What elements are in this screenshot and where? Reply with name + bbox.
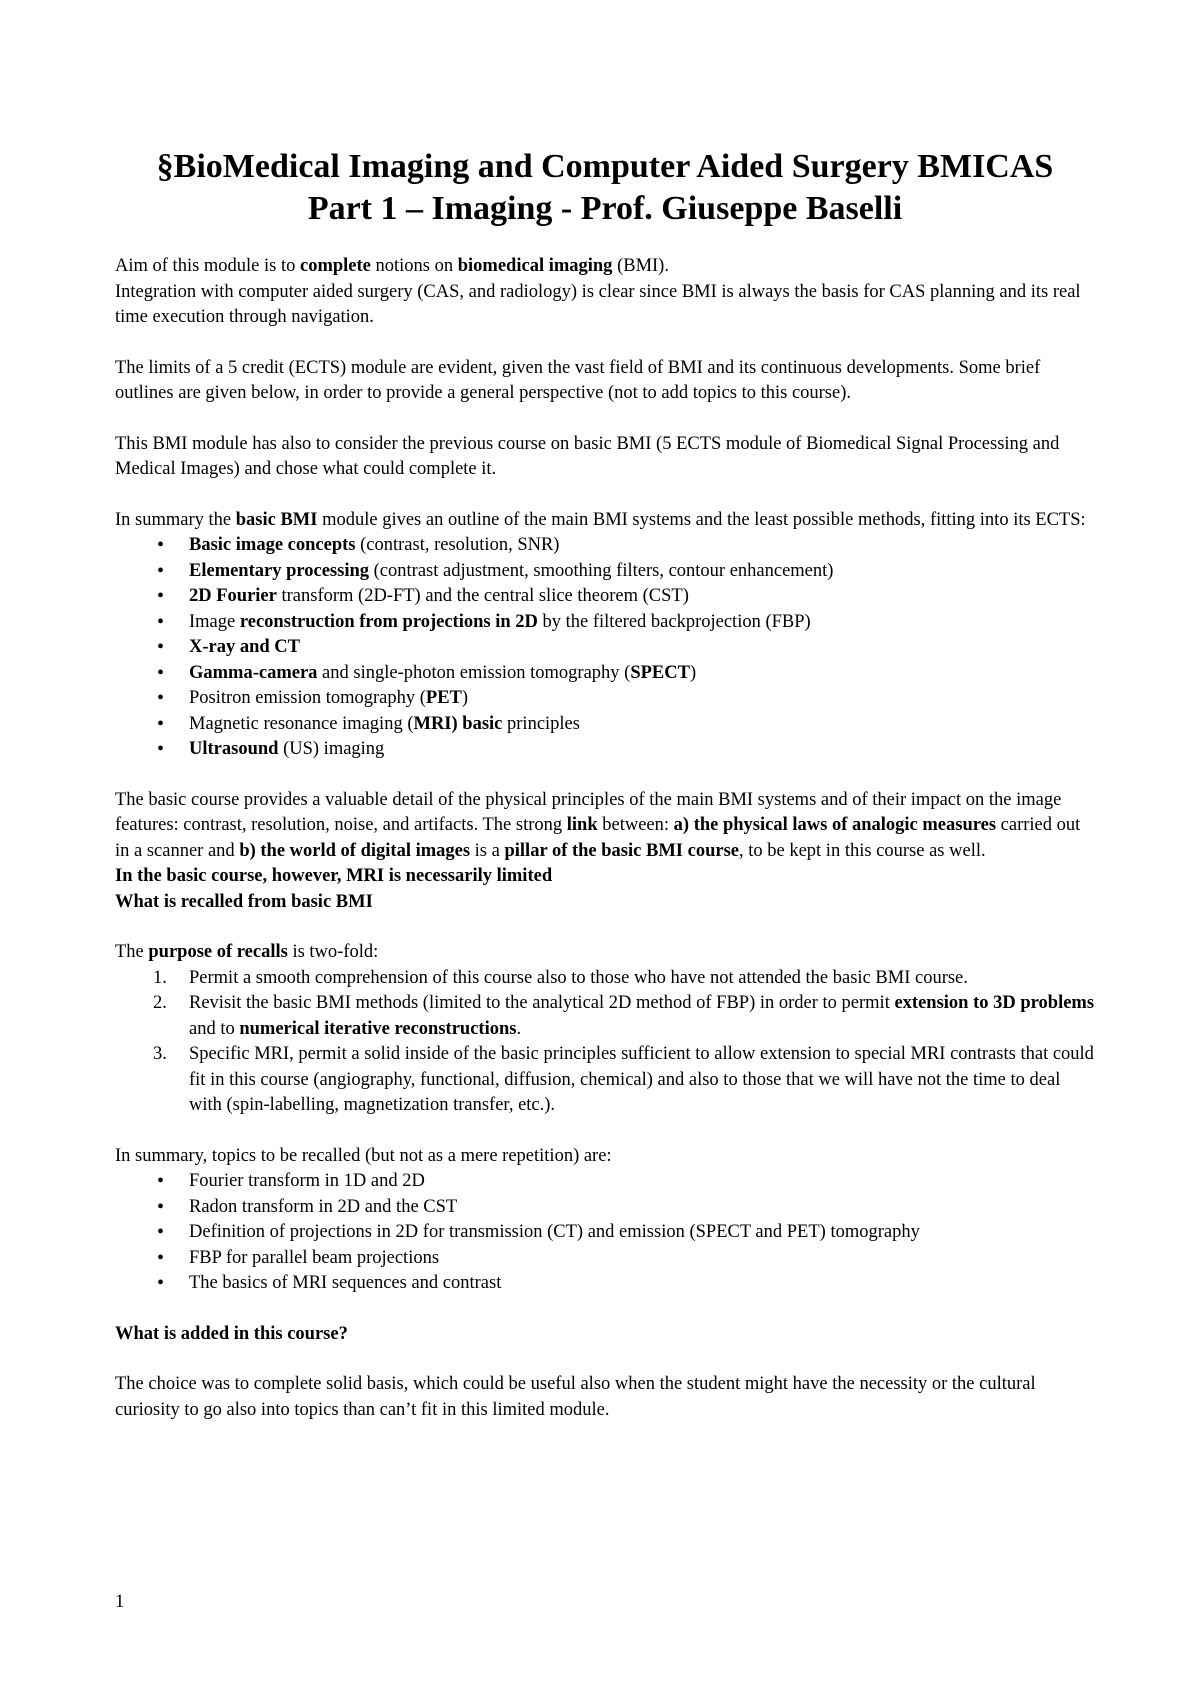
heading-added: What is added in this course? — [115, 1323, 348, 1344]
list-item: • The basics of MRI sequences and contrast — [115, 1271, 1095, 1297]
paragraph-aim: Aim of this module is to complete notions on biomedical imaging (BMI). — [115, 256, 669, 276]
list-item: 2. Revisit the basic BMI methods (limited to the analytical 2D method of FBP) in order to permit extension to 3D problems and to numerical iterative reconstructions. — [153, 993, 1095, 1039]
purpose-list — [115, 966, 1095, 1119]
list-item: 3. Specific MRI, permit a solid inside of the basic principles sufficient to allow extension to special MRI contrasts that could fit in this course (angiography, functional, diffusion, chemical) and also to those that we will have not the time to deal with (spin-labelling, magnetization transfer, etc.). — [153, 1044, 1094, 1115]
paragraph-limits: The limits of a 5 credit (ECTS) module are evident, given the vast field of BMI and its continuous developments. Some brief outlines are given below, in order to provide a general perspective (not to add topics to this course). — [115, 357, 1041, 403]
paragraph-previous-course: This BMI module has also to consider the previous course on basic BMI (5 ECTS module of Biomedical Signal Processing and Medical Images) and chose what could complete it. — [115, 433, 1060, 479]
list-item: • 2D Fourier transform (2D-FT) and the central slice theorem (CST) — [115, 584, 1095, 610]
title-line-1: §BioMedical Imaging and Computer Aided Surgery BMICAS — [156, 148, 1054, 185]
paragraph-purpose: The purpose of recalls is two-fold: — [115, 942, 379, 962]
list-item: • Positron emission tomography (PET) — [115, 686, 1095, 712]
list-item: • Elementary processing (contrast adjustment, smoothing filters, contour enhancement) — [115, 559, 1095, 585]
paragraph-basic-course: The basic course provides a valuable detail of the physical principles of the main BMI systems and of their impact on the image features: contrast, resolution, noise, and artifacts. The strong link between: a) the physical laws of analogic measures carried out in a scanner and b) the world of digital images is a pillar of the basic BMI course, to be kept in this course as well. — [115, 789, 1081, 861]
list-item: • Image reconstruction from projections in 2D by the filtered backprojection (FBP) — [115, 610, 1095, 636]
list-item: 1. Permit a smooth comprehension of this course also to those who have not attended the basic BMI course. — [153, 967, 968, 988]
statement-mri-limited: In the basic course, however, MRI is necessarily limited — [115, 866, 553, 886]
list-item: • Radon transform in 2D and the CST — [115, 1195, 1095, 1221]
list-item: • Fourier transform in 1D and 2D — [115, 1169, 1095, 1195]
page-number: 1 — [115, 1592, 125, 1612]
list-item: • Definition of projections in 2D for transmission (CT) and emission (SPECT and PET) tomography — [115, 1220, 1095, 1246]
list-item: • FBP for parallel beam projections — [115, 1246, 1095, 1272]
document-body — [115, 146, 1095, 1423]
basic-topics-list — [115, 533, 1095, 763]
document-title — [115, 146, 1095, 230]
recalled-topics-list — [115, 1169, 1095, 1297]
paragraph-integration: Integration with computer aided surgery (CAS, and radiology) is clear since BMI is always the basis for CAS planning and its real time execution through navigation. — [115, 281, 1081, 327]
list-item: • Magnetic resonance imaging (MRI) basic principles — [115, 712, 1095, 738]
list-item: • Basic image concepts (contrast, resolution, SNR) — [115, 533, 1095, 559]
title-line-2: Part 1 – Imaging - Prof. Giuseppe Baselli — [307, 190, 903, 227]
list-item: • Ultrasound (US) imaging — [115, 737, 1095, 763]
paragraph-topics-recalled: In summary, topics to be recalled (but not as a mere repetition) are: — [115, 1145, 612, 1166]
list-item: • X-ray and CT — [115, 635, 1095, 661]
heading-recalled: What is recalled from basic BMI — [115, 891, 373, 912]
list-item: • Gamma-camera and single-photon emission tomography (SPECT) — [115, 661, 1095, 687]
paragraph-choice: The choice was to complete solid basis, which could be useful also when the student might have the necessity or the cultural curiosity to go also into topics than can’t fit in this limited module. — [115, 1374, 1036, 1420]
paragraph-summary-basic: In summary the basic BMI module gives an outline of the main BMI systems and the least possible methods, fitting into its ECTS: — [115, 509, 1086, 530]
